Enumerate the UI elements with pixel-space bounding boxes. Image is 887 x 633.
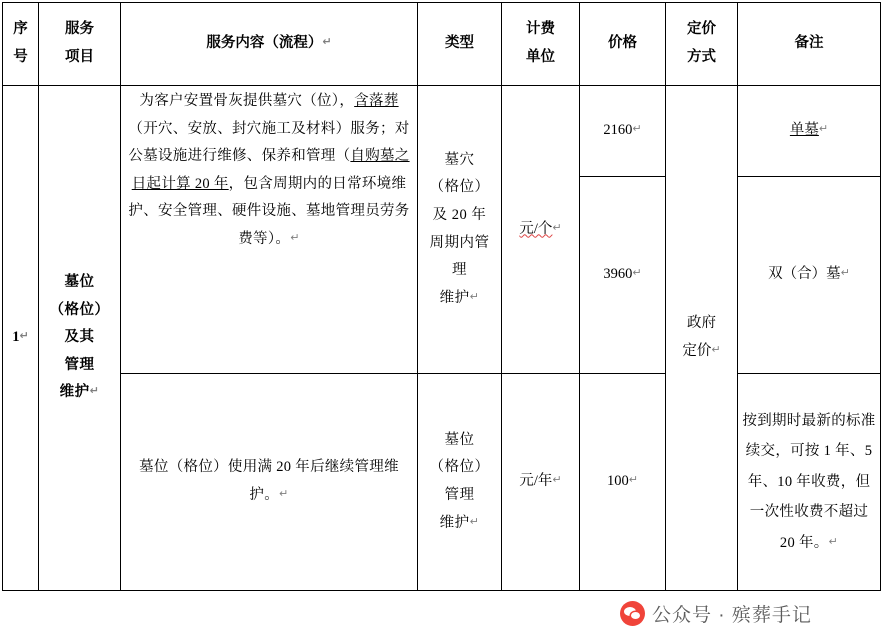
- pilcrow-mark: ↵: [552, 473, 562, 487]
- underlined-text: 含: [354, 93, 369, 109]
- cell-type-2: 墓位 （格位） 管理 维护↵: [418, 374, 502, 591]
- cell-price-1: 2160↵: [580, 86, 666, 177]
- cell-service-item-1: 墓位 （格位） 及其 管理 维护↵: [39, 86, 121, 591]
- cell-service-content-1: 为客户安置骨灰提供墓穴（位），含落葬（开穴、安放、封穴施工及材料）服务；对公墓设施进行维修、保养和管理（自购墓之日起计算 20 年，包含周期内的日常环境维护、安全管理、硬件设施、墓地管理员劳务费等）。↵: [121, 86, 418, 374]
- pilcrow-mark: ↵: [290, 230, 300, 244]
- header-pricing-method: 定价 方式: [666, 3, 738, 86]
- header-service-content: 服务内容（流程）↵: [121, 3, 418, 86]
- cell-unit-1: 元/个↵: [502, 86, 580, 374]
- document-page: [0, 2, 887, 633]
- pilcrow-mark: ↵: [632, 266, 642, 280]
- underlined-text: 落葬: [368, 93, 399, 109]
- watermark-text: 公众号 · 殡葬手记: [652, 605, 812, 626]
- cell-price-3: 100↵: [580, 374, 666, 591]
- pilcrow-mark: ↵: [19, 329, 29, 343]
- cell-unit-2: 元/年↵: [502, 374, 580, 591]
- pilcrow-mark: ↵: [632, 122, 642, 136]
- page-right-margin: [882, 2, 887, 633]
- cell-remark-1: 单墓↵: [738, 86, 881, 177]
- pilcrow-mark: ↵: [552, 220, 562, 234]
- pilcrow-mark: ↵: [322, 35, 332, 49]
- price-schedule-table: [2, 2, 881, 591]
- header-unit: 计费 单位: [502, 3, 580, 86]
- pilcrow-mark: ↵: [469, 289, 480, 303]
- underlined-text: 自购墓之日起计算 20 年: [131, 148, 410, 192]
- cell-seq-1: 1↵: [3, 86, 39, 591]
- pilcrow-mark: ↵: [279, 487, 289, 500]
- header-seq: 序号: [3, 3, 39, 86]
- watermark-public-account: [614, 598, 818, 629]
- pilcrow-mark: ↵: [711, 343, 721, 356]
- header-remark: 备注: [738, 3, 881, 86]
- header-price: 价格: [580, 3, 666, 86]
- table-row: [3, 374, 881, 591]
- header-service-item: 服务 项目: [39, 3, 121, 86]
- pilcrow-mark: ↵: [89, 384, 100, 398]
- cell-price-2: 3960↵: [580, 177, 666, 374]
- wechat-official-account-icon: [620, 601, 645, 626]
- cell-service-content-2: 墓位（格位）使用满 20 年后继续管理维护。↵: [121, 374, 418, 591]
- cell-type-1: 墓穴 （格位） 及 20 年 周期内管 理 维护↵: [418, 86, 502, 374]
- cell-remark-3: 按到期时最新的标准续交，可按 1 年、5 年、10 年收费，但一次性收费不超过 20 年。↵: [738, 374, 881, 591]
- pilcrow-mark: ↵: [818, 122, 829, 136]
- cell-pricing-method-1: 政府 定价↵: [666, 86, 738, 591]
- cell-remark-2: 双（合）墓↵: [738, 177, 881, 374]
- table-header-row: [3, 3, 881, 86]
- pilcrow-mark: ↵: [840, 266, 850, 280]
- pilcrow-mark: ↵: [469, 514, 480, 528]
- header-type: 类型: [418, 3, 502, 86]
- pilcrow-mark: ↵: [828, 534, 839, 548]
- table-row: [3, 86, 881, 177]
- pilcrow-mark: ↵: [628, 473, 638, 487]
